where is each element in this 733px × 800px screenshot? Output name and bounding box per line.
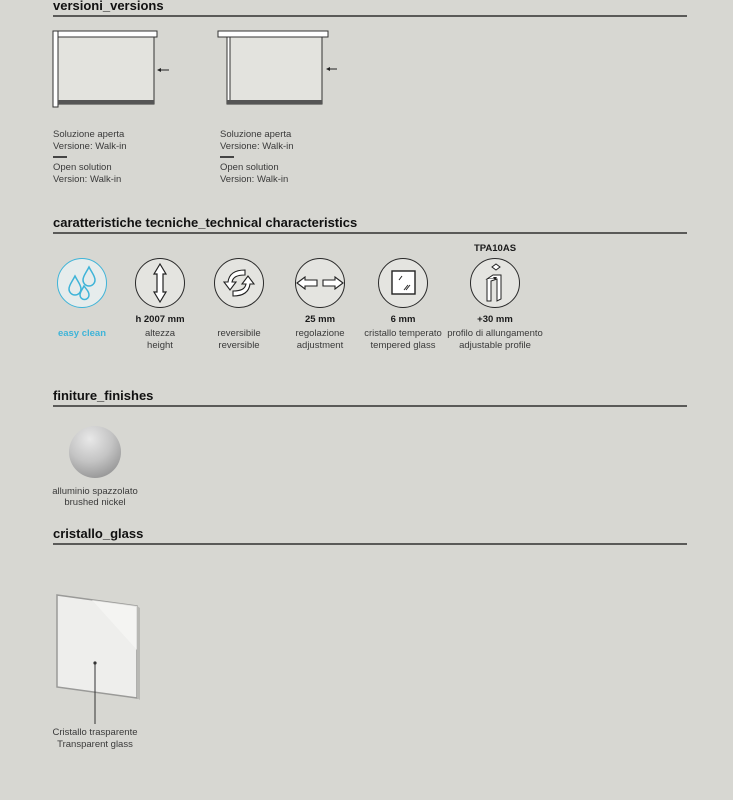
feature-label-profile-en: adjustable profile	[459, 340, 531, 351]
feature-code-profile: TPA10AS	[473, 243, 517, 254]
section-title-glass: cristallo_glass	[53, 526, 144, 541]
feature-label-height-en: height	[147, 340, 173, 351]
caption-it-1: Soluzione aperta	[220, 129, 292, 140]
easy-clean-badge	[57, 258, 107, 308]
section-divider	[53, 405, 687, 407]
feature-label-glass-en: tempered glass	[370, 340, 436, 351]
reversible-badge	[214, 258, 264, 308]
profile-icon	[471, 259, 519, 307]
feature-label-reversible-en: reversible	[218, 340, 260, 351]
horizontal-arrows-icon	[296, 259, 344, 307]
caption-separator	[53, 156, 67, 158]
section-title-finishes: finiture_finishes	[53, 388, 154, 403]
brushed-nickel-swatch	[69, 426, 121, 478]
finish-label-en: brushed nickel	[64, 497, 126, 508]
version-diagram-1	[50, 28, 175, 110]
feature-label-reversible-it: reversibile	[217, 328, 261, 339]
section-title-versions: versioni_versions	[53, 0, 164, 13]
water-drops-icon	[58, 259, 106, 307]
feature-label-adjustment-it: regolazione	[295, 328, 345, 339]
transparent-glass-swatch	[52, 590, 142, 730]
reversible-arrows-icon	[215, 259, 263, 307]
version-diagram-2	[215, 28, 345, 110]
caption-en-2: Version: Walk-in	[220, 173, 289, 185]
feature-value-height: h 2007 mm	[135, 314, 185, 325]
feature-label-glass-it: cristallo temperato	[364, 328, 442, 339]
tempered-glass-badge	[378, 258, 428, 308]
vertical-arrows-icon	[136, 259, 184, 307]
caption-separator	[220, 156, 234, 158]
adjustment-badge	[295, 258, 345, 308]
section-divider	[53, 232, 687, 234]
section-title-technical: caratteristiche tecniche_technical characteristics	[53, 215, 358, 230]
feature-value-adjustment: 25 mm	[304, 314, 336, 325]
section-divider	[53, 15, 687, 17]
feature-value-profile: +30 mm	[477, 314, 513, 325]
glass-pane-icon	[379, 259, 427, 307]
feature-label-profile-it: profilo di allungamento	[447, 328, 543, 339]
version-caption-2	[220, 129, 294, 186]
caption-en-1: Open solution	[220, 161, 279, 173]
section-divider	[53, 543, 687, 545]
caption-en-1: Open solution	[53, 161, 112, 173]
feature-label-height-it: altezza	[144, 328, 176, 339]
version-caption-1	[53, 129, 127, 186]
height-badge	[135, 258, 185, 308]
adjustable-profile-badge	[470, 258, 520, 308]
glass-label-en: Transparent glass	[57, 739, 133, 750]
finish-label-it: alluminio spazzolato	[52, 486, 138, 497]
feature-label-adjustment-en: adjustment	[296, 340, 344, 351]
caption-it-1: Soluzione aperta	[53, 129, 125, 140]
feature-value-glass: 6 mm	[390, 314, 416, 325]
caption-en-2: Version: Walk-in	[53, 173, 122, 185]
caption-it-2: Versione: Walk-in	[53, 141, 127, 152]
feature-label-easy-clean: easy clean	[57, 328, 107, 339]
glass-label-it: Cristallo trasparente	[52, 727, 138, 738]
caption-it-2: Versione: Walk-in	[220, 141, 294, 152]
